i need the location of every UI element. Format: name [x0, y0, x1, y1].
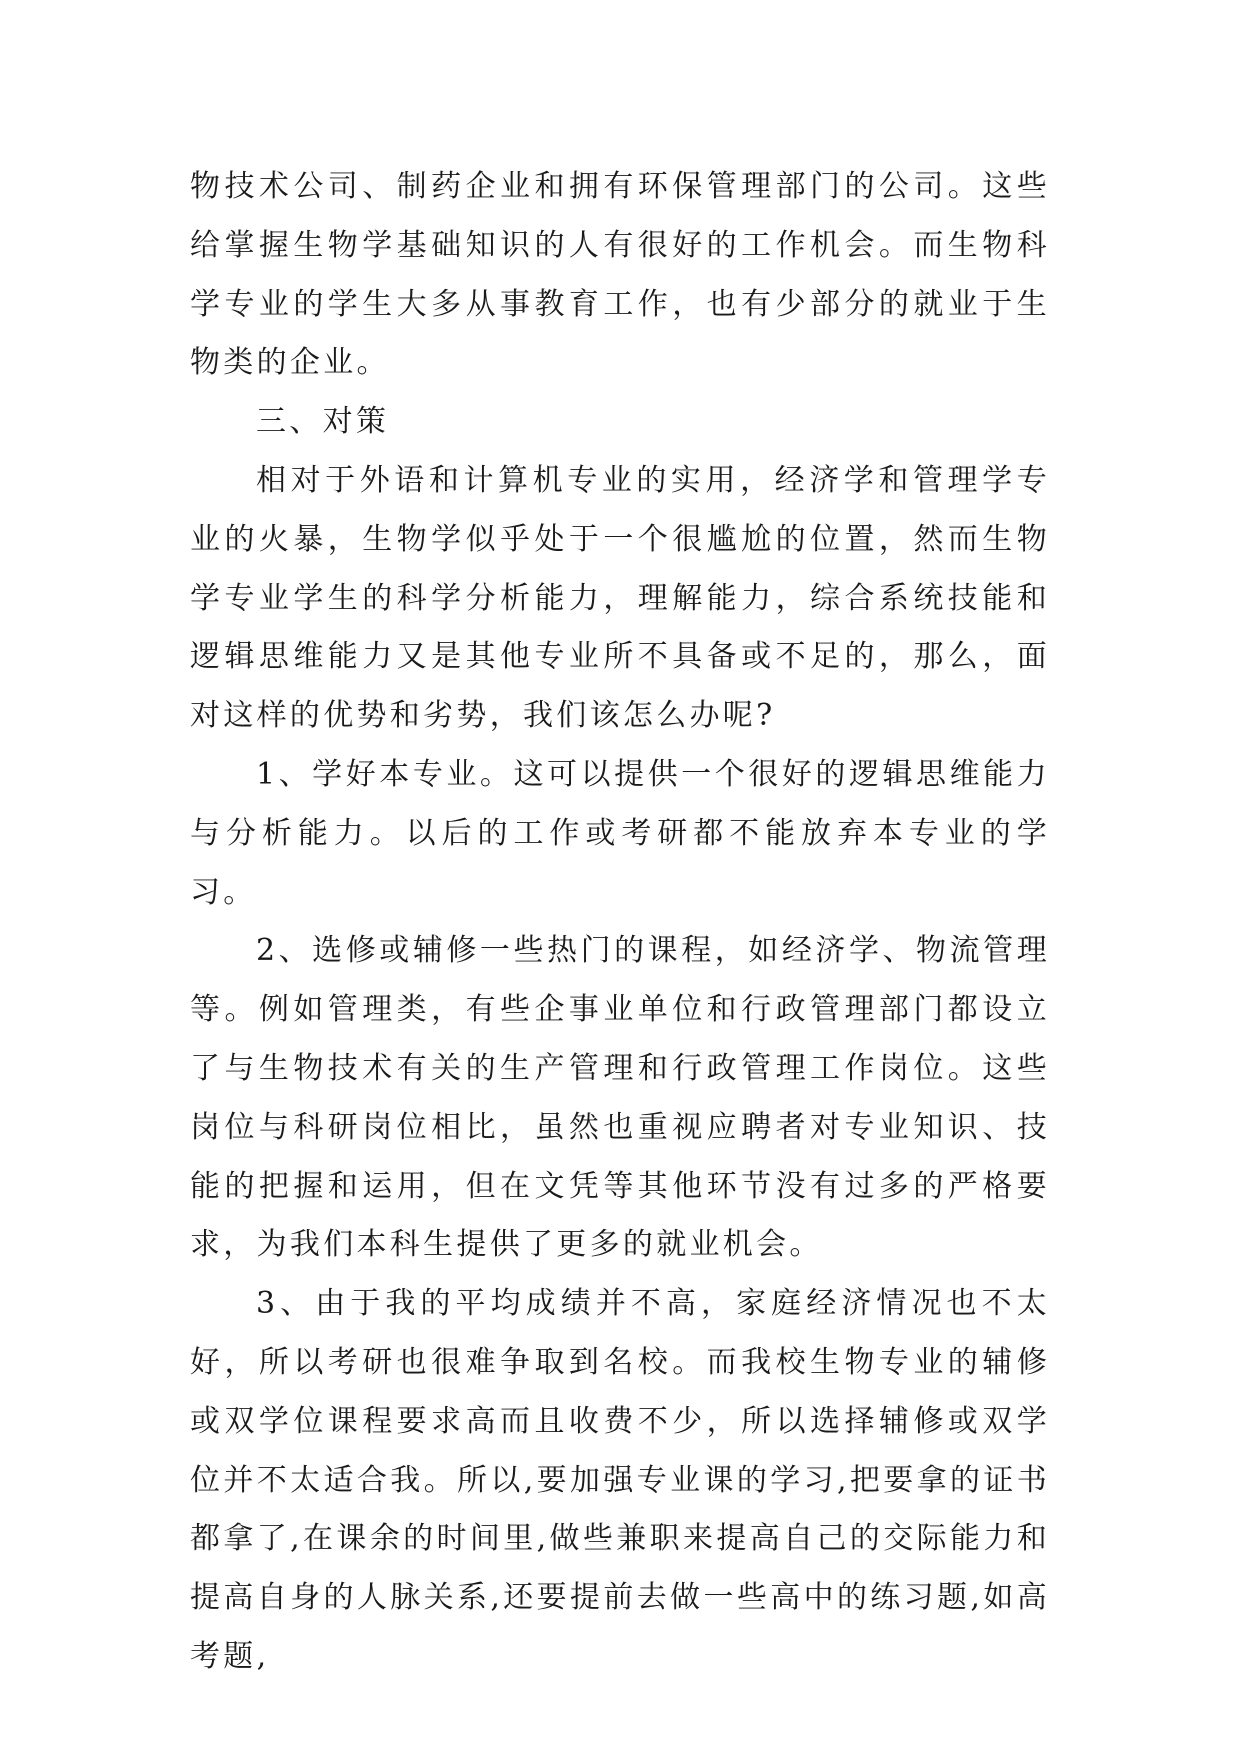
list-item-1: 1、学好本专业。这可以提供一个很好的逻辑思维能力与分析能力。以后的工作或考研都不能放弃本专业的学习。 — [190, 756, 1050, 910]
paragraph-intro: 相对于外语和计算机专业的实用，经济学和管理学专业的火暴，生物学似乎处于一个很尴尬的位置，然而生物学专业学生的科学分析能力，理解能力，综合系统技能和逻辑思维能力又是其他专业所不具备或不足的，那么，面对这样的优势和劣势，我们该怎么办呢? — [190, 462, 1050, 734]
document-body — [190, 158, 1050, 1687]
list-item-2: 2、选修或辅修一些热门的课程，如经济学、物流管理等。例如管理类，有些企事业单位和行政管理部门都设立了与生物技术有关的生产管理和行政管理工作岗位。这些岗位与科研岗位相比，虽然也重视应聘者对专业知识、技能的把握和运用，但在文凭等其他环节没有过多的严格要求，为我们本科生提供了更多的就业机会。 — [190, 933, 1050, 1263]
paragraph-continued: 物技术公司、制药企业和拥有环保管理部门的公司。这些给掌握生物学基础知识的人有很好的工作机会。而生物科学专业的学生大多从事教育工作，也有少部分的就业于生物类的企业。 — [190, 169, 1050, 381]
list-item-3: 3、由于我的平均成绩并不高，家庭经济情况也不太好，所以考研也很难争取到名校。而我校生物专业的辅修或双学位课程要求高而且收费不少，所以选择辅修或双学位并不太适合我。所以,要加强专业课的学习,把要拿的证书都拿了,在课余的时间里,做些兼职来提高自己的交际能力和提高自身的人脉关系,还要提前去做一些高中的练习题,如高考题, — [190, 1286, 1050, 1674]
section-heading-countermeasures: 三、对策 — [256, 404, 390, 440]
